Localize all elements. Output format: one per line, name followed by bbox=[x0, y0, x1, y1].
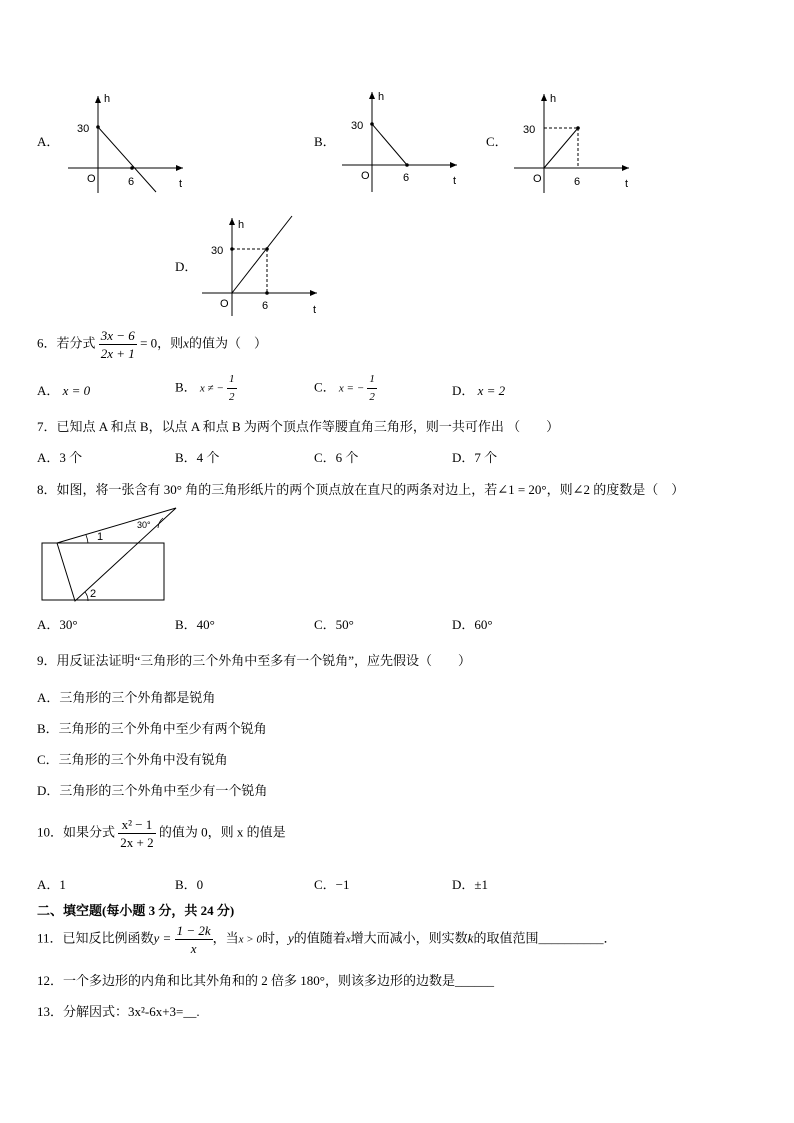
q10-option-c: C．−1 bbox=[314, 877, 350, 892]
svg-text:t: t bbox=[625, 178, 629, 190]
question-10: 10．如果分式 $\frac{\text{x² − 1}}{2x + 2}$ 的值为 0，则 x 的值是 bbox=[37, 817, 286, 850]
q7-option-d: D．7 个 bbox=[452, 450, 498, 465]
svg-text:30: 30 bbox=[523, 124, 536, 136]
svg-text:h: h bbox=[550, 93, 557, 105]
graph-a bbox=[60, 88, 200, 198]
question-9: 9．用反证法证明“三角形的三个外角中至多有一个锐角”，应先假设（ ） bbox=[37, 653, 472, 668]
section-2-title: 二、填空题(每小题 3 分，共 24 分) bbox=[37, 903, 235, 918]
svg-text:h: h bbox=[238, 219, 245, 231]
q6-option-c: C． x = − $\frac{1}{2}$ bbox=[314, 373, 375, 403]
q8-option-b: B．40° bbox=[175, 617, 215, 632]
q10-option-d: D．±1 bbox=[452, 877, 489, 892]
question-12: 12．一个多边形的内角和比其外角和的 2 倍多 180°，则该多边形的边数是______ bbox=[37, 973, 494, 988]
question-11: 11．已知反比例函数y = $\frac{1 - 2k}{x}$ ，当x > 0时，y的值随着x增大而减小，则实数k的取值范围__________． bbox=[37, 923, 617, 956]
x-tick-6: 6 bbox=[128, 176, 135, 188]
q9-option-b: B．三角形的三个外角中至少有两个锐角 bbox=[37, 721, 267, 736]
question-6: 6．若分式 $\frac{3x - 6}{2x + 1}$ = 0，则x的值为（ ） bbox=[37, 328, 267, 361]
svg-text:O: O bbox=[220, 298, 229, 310]
q8-figure bbox=[40, 504, 190, 604]
t-axis-label: t bbox=[179, 178, 183, 190]
q10-option-b: B．0 bbox=[175, 877, 204, 892]
question-13: 13．分解因式：3x²-6x+3=__. bbox=[37, 1004, 200, 1019]
svg-text:30: 30 bbox=[351, 120, 364, 132]
question-8: 8．如图，将一张含有 30° 角的三角形纸片的两个顶点放在直尺的两条对边上，若∠1 = 20°，则∠2 的度数是（ ） bbox=[37, 482, 685, 497]
fig-angle-1: 1 bbox=[97, 531, 104, 543]
q9-option-a: A．三角形的三个外角都是锐角 bbox=[37, 690, 216, 705]
graph-d bbox=[194, 210, 334, 320]
q6-fraction: $\frac{3x - 6}{2x + 1}$ bbox=[100, 328, 135, 361]
q8-option-d: D．60° bbox=[452, 617, 493, 632]
option-d-label: D． bbox=[175, 259, 198, 274]
question-7: 7．已知点 A 和点 B，以点 A 和点 B 为两个顶点作等腰直角三角形，则一共可作出 （ ） bbox=[37, 419, 560, 434]
option-c-label: C． bbox=[486, 134, 508, 149]
q7-option-b: B．4 个 bbox=[175, 450, 220, 465]
fig-angle-2: 2 bbox=[90, 588, 97, 600]
option-b-label: B． bbox=[314, 134, 336, 149]
h-axis-label: h bbox=[104, 93, 111, 105]
q9-option-d: D．三角形的三个外角中至少有一个锐角 bbox=[37, 783, 268, 798]
svg-text:O: O bbox=[361, 170, 370, 182]
q7-option-c: C．6 个 bbox=[314, 450, 359, 465]
q8-option-c: C．50° bbox=[314, 617, 354, 632]
option-a-label: A． bbox=[37, 134, 60, 149]
q7-option-a: A．3 个 bbox=[37, 450, 83, 465]
svg-text:30: 30 bbox=[211, 245, 224, 257]
svg-text:6: 6 bbox=[262, 300, 269, 312]
q10-option-a: A．1 bbox=[37, 877, 66, 892]
fig-angle-30: 30° bbox=[137, 520, 151, 530]
graph-c bbox=[506, 88, 646, 198]
graph-b bbox=[334, 88, 474, 198]
svg-text:h: h bbox=[378, 91, 385, 103]
svg-text:6: 6 bbox=[574, 176, 581, 188]
q9-option-c: C．三角形的三个外角中没有锐角 bbox=[37, 752, 228, 767]
svg-text:O: O bbox=[533, 173, 542, 185]
svg-text:6: 6 bbox=[403, 172, 410, 184]
svg-text:t: t bbox=[453, 175, 457, 187]
q6-option-a: A． x = 0 bbox=[37, 383, 91, 398]
origin-label: O bbox=[87, 173, 96, 185]
svg-text:t: t bbox=[313, 304, 317, 316]
y-tick-30: 30 bbox=[77, 123, 90, 135]
q6-option-b: B． x ≠ − $\frac{1}{2}$ bbox=[175, 373, 235, 403]
q6-option-d: D． x = 2 bbox=[452, 383, 506, 398]
q8-option-a: A．30° bbox=[37, 617, 78, 632]
q11-answer-blank[interactable]: __________ bbox=[538, 930, 604, 946]
